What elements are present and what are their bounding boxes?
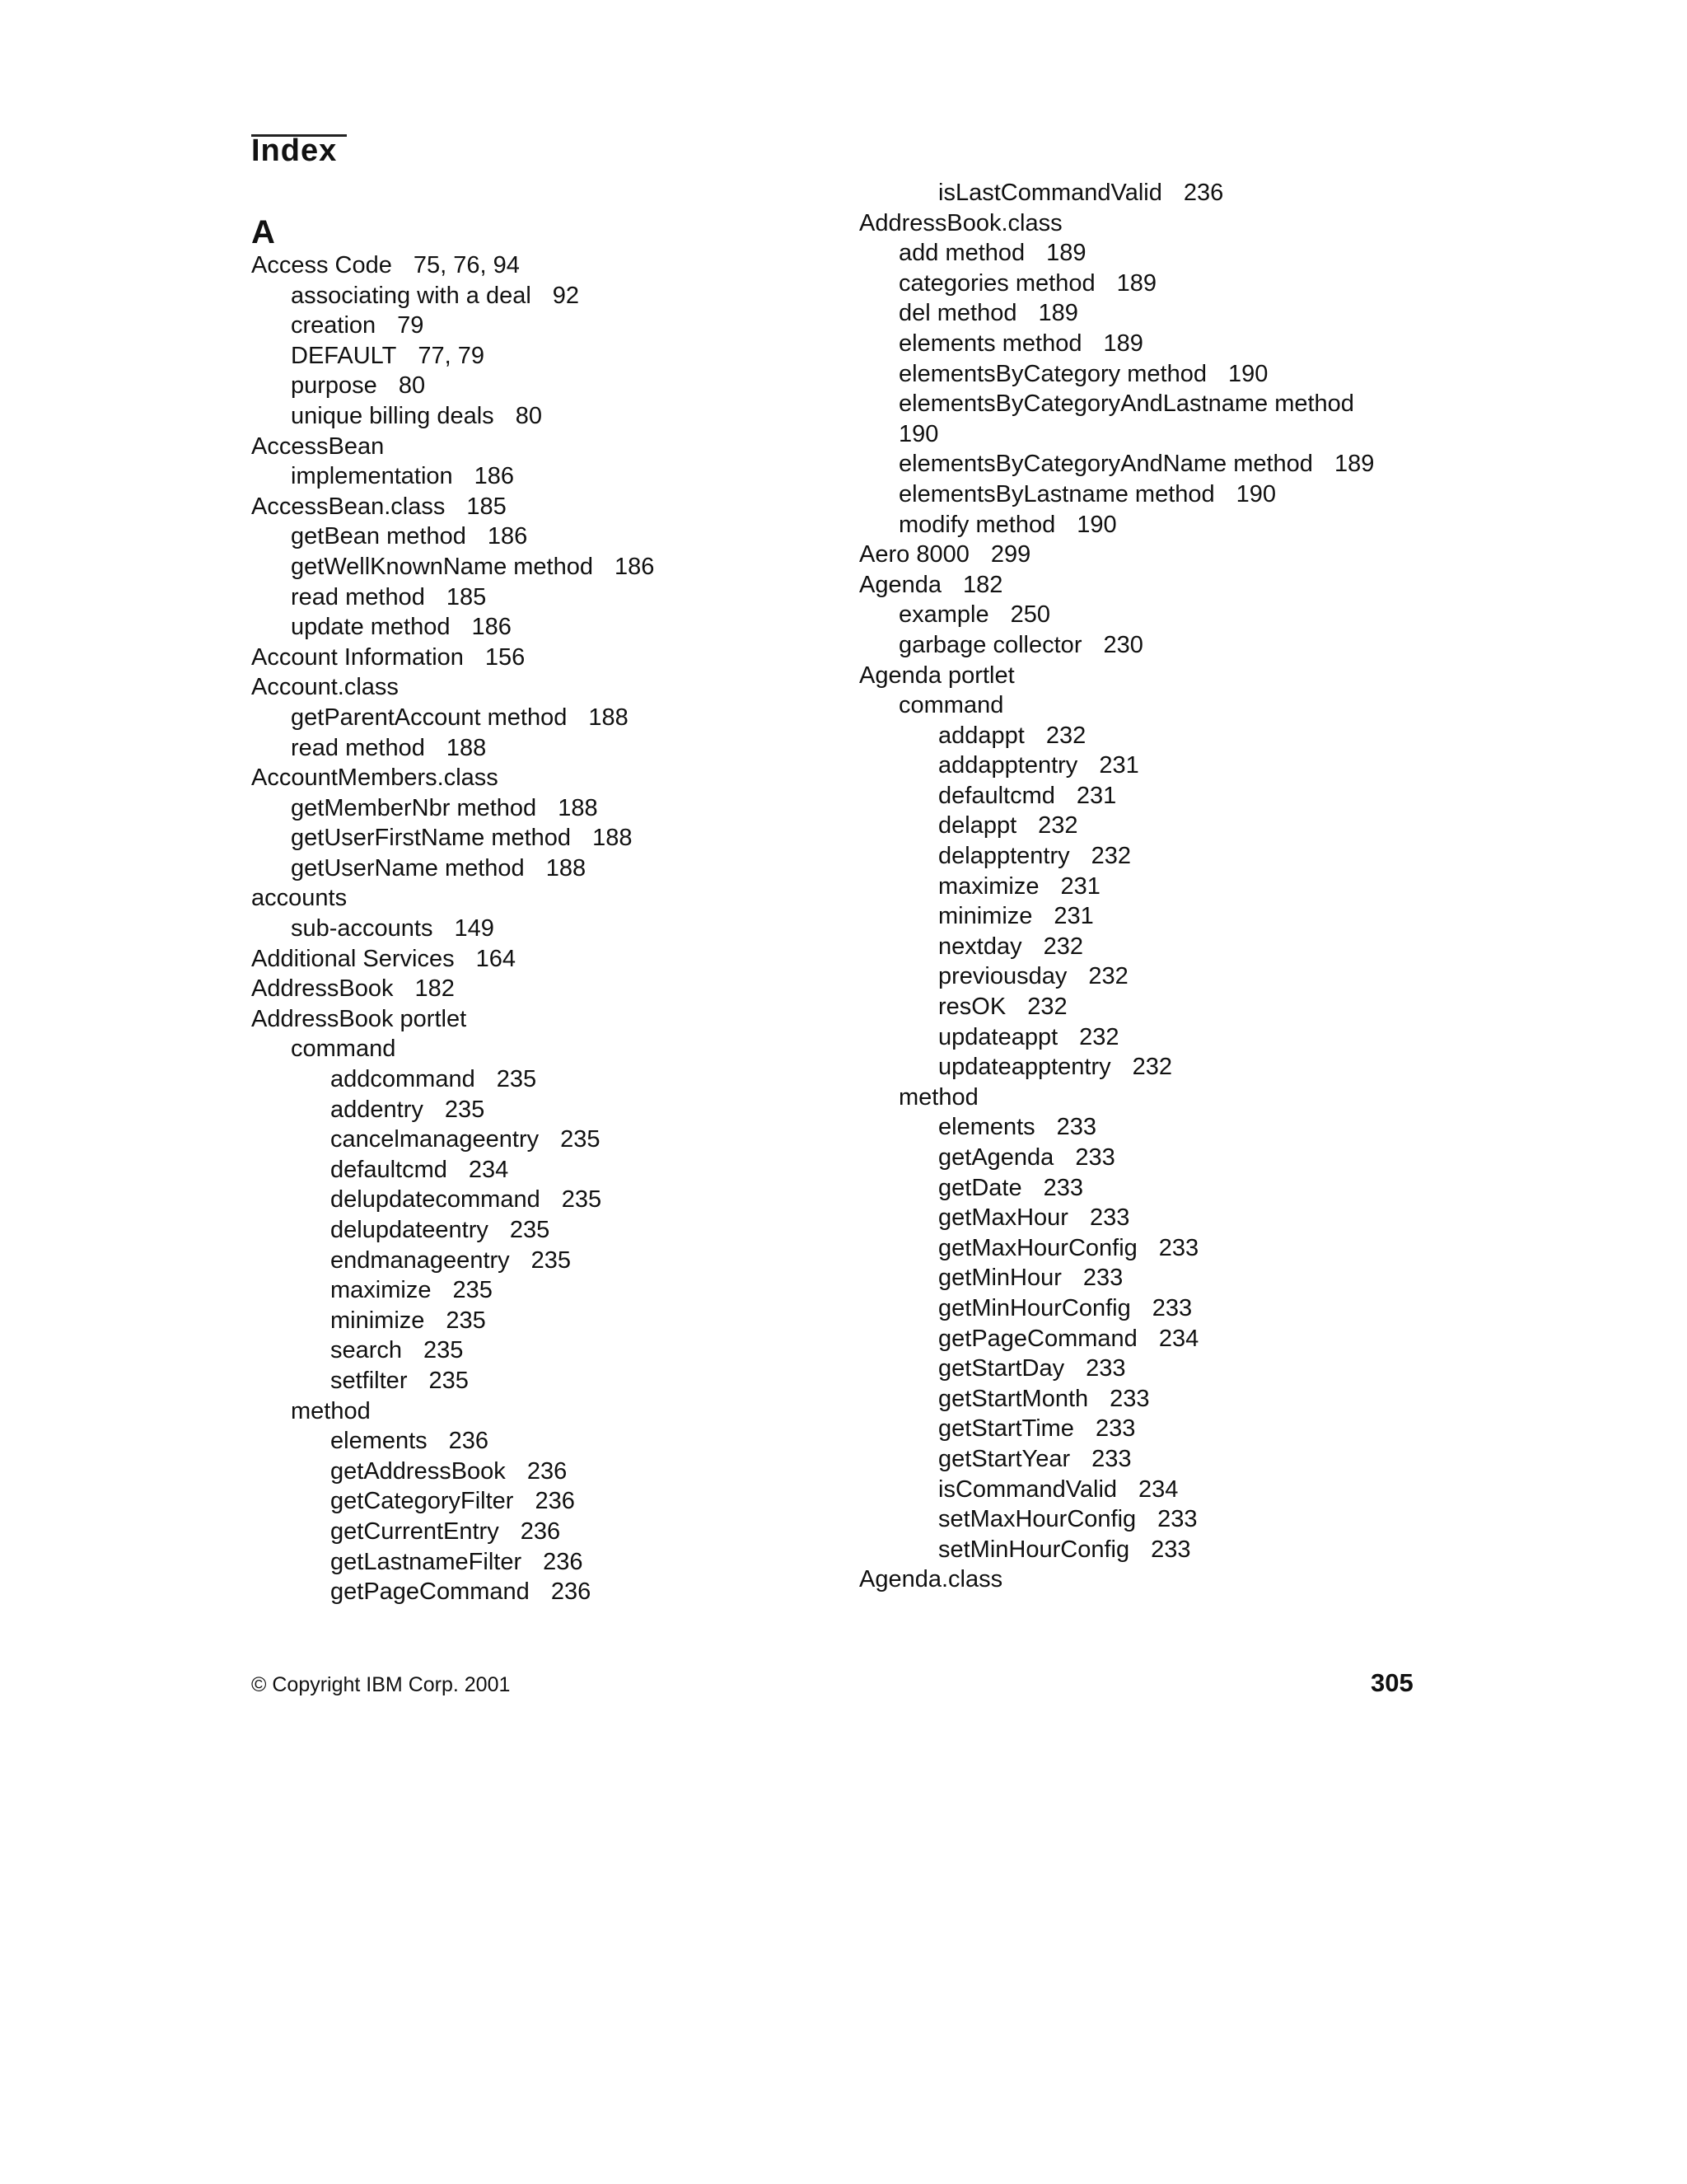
index-entry [251, 1396, 654, 1427]
index-page-ref: 80 [398, 372, 426, 400]
index-term: isCommandValid [938, 1475, 1118, 1503]
index-term: delappt [938, 812, 1017, 839]
index-page-ref: 233 [1110, 1385, 1150, 1412]
index-entry [251, 401, 654, 432]
index-entry [859, 208, 1374, 239]
index-term: modify method [899, 511, 1056, 538]
index-entry [251, 914, 654, 944]
index-entry [251, 1034, 654, 1064]
index-entry [251, 853, 654, 884]
index-page-ref: 236 [526, 1457, 568, 1485]
index-entry [251, 823, 654, 853]
index-entry [251, 1064, 654, 1095]
index-entry [251, 492, 654, 522]
index-term: sub-accounts [291, 915, 433, 942]
index-entry [859, 238, 1374, 269]
index-page-ref: 236 [550, 1578, 591, 1606]
index-term: getAgenda [938, 1144, 1054, 1171]
index-entry [859, 329, 1374, 359]
index-page-ref: 233 [1043, 1174, 1083, 1201]
index-term: search [330, 1337, 403, 1364]
index-page-ref: 188 [545, 854, 586, 882]
index-entry [859, 269, 1374, 299]
index-entry [251, 1095, 654, 1125]
index-term: implementation [291, 463, 453, 490]
index-page-ref: 189 [1103, 330, 1143, 357]
index-term: associating with a deal [291, 282, 531, 309]
index-entry [251, 1426, 654, 1457]
index-page-ref: 235 [560, 1126, 600, 1153]
index-page-ref: 233 [1091, 1445, 1132, 1472]
index-term: example [899, 601, 989, 629]
index-term: addentry [330, 1096, 423, 1123]
index-page-ref: 233 [1075, 1144, 1115, 1171]
index-term: 190 [899, 420, 939, 447]
index-term: del method [899, 300, 1017, 327]
section-letter: A [251, 214, 275, 250]
index-term: cancelmanageentry [330, 1126, 540, 1153]
index-term: elementsByLastname method [899, 480, 1215, 507]
index-term: getPageCommand [330, 1578, 530, 1606]
index-entry [859, 961, 1374, 992]
index-term: method [899, 1083, 979, 1111]
index-page-ref: 231 [1054, 903, 1094, 930]
index-page-ref: 232 [1088, 963, 1129, 990]
index-entry [859, 1173, 1374, 1204]
index-term: getUserName method [291, 854, 525, 882]
index-page-ref: 250 [1010, 601, 1051, 629]
index-term: delupdateentry [330, 1217, 488, 1243]
index-page-ref: 164 [475, 945, 516, 972]
index-page-ref: 233 [1157, 1506, 1198, 1533]
index-page-ref: 231 [1076, 782, 1117, 809]
index-term: addapptentry [938, 752, 1078, 779]
index-page-ref: 233 [1158, 1234, 1199, 1261]
index-entry [251, 1185, 654, 1215]
index-term: getStartDay [938, 1355, 1065, 1382]
index-entry [251, 733, 654, 764]
index-entry [251, 612, 654, 643]
index-term: setfilter [330, 1367, 408, 1394]
index-term: getPageCommand [938, 1325, 1138, 1352]
index-term: read method [291, 583, 425, 610]
index-entry [251, 763, 654, 793]
index-page-ref: 188 [558, 794, 598, 821]
index-term: Aero 8000 [859, 541, 970, 568]
index-term: getMemberNbr method [291, 794, 537, 821]
index-page-ref: 79 [397, 312, 424, 339]
index-page-ref: 190 [1236, 480, 1277, 507]
index-term: accounts [251, 885, 348, 912]
index-entry [251, 250, 654, 281]
index-entry [251, 703, 654, 733]
index-entry [859, 811, 1374, 841]
index-term: maximize [938, 872, 1040, 900]
index-entry [251, 1004, 654, 1035]
index-term: isLastCommandValid [938, 180, 1162, 206]
index-term: Agenda portlet [859, 662, 1015, 689]
index-entry [859, 751, 1374, 781]
index-entry [251, 552, 654, 582]
page-title: Index [251, 133, 338, 168]
index-entry [251, 1335, 654, 1366]
index-entry [859, 359, 1374, 390]
index-term: getStartTime [938, 1415, 1074, 1443]
index-term: elements method [899, 330, 1082, 357]
index-page-ref: 185 [466, 493, 507, 520]
index-page-ref: 186 [474, 463, 515, 490]
index-entry [251, 582, 654, 613]
index-page-ref: 189 [1334, 451, 1375, 478]
index-term: command [899, 692, 1004, 719]
index-entry [859, 1324, 1374, 1354]
index-entry [859, 1022, 1374, 1053]
index-entry [859, 449, 1374, 479]
index-entry [251, 1366, 654, 1396]
index-page-ref: 232 [1132, 1054, 1173, 1081]
index-term: elements [330, 1428, 428, 1455]
index-term: delupdatecommand [330, 1186, 540, 1214]
index-page-ref: 186 [615, 553, 655, 580]
index-page-ref: 233 [1089, 1204, 1130, 1232]
index-term: getMinHour [938, 1265, 1062, 1292]
index-entry [251, 643, 654, 673]
index-term: Account Information [251, 643, 464, 671]
index-entry [859, 1052, 1374, 1083]
index-page-ref: 232 [1043, 933, 1083, 960]
index-page-ref: 233 [1095, 1415, 1136, 1443]
index-page-ref: 236 [448, 1428, 489, 1455]
index-page-ref: 230 [1103, 631, 1143, 658]
index-term: getStartMonth [938, 1385, 1089, 1412]
index-page-ref: 190 [1077, 511, 1117, 538]
index-entry [859, 1535, 1374, 1565]
index-entry [859, 1143, 1374, 1173]
index-page-ref: 235 [444, 1096, 485, 1123]
index-entry [859, 1564, 1374, 1595]
index-term: method [291, 1397, 371, 1424]
index-page-ref: 235 [530, 1246, 572, 1274]
index-page-ref: 189 [1116, 269, 1157, 297]
index-entry [859, 419, 1374, 450]
index-term: getCurrentEntry [330, 1518, 499, 1545]
index-term: defaultcmd [330, 1156, 447, 1183]
index-entry [859, 389, 1374, 419]
index-page-ref: 189 [1038, 300, 1078, 327]
index-entry [859, 1475, 1374, 1505]
index-term: getParentAccount method [291, 704, 568, 731]
index-entry [251, 1155, 654, 1186]
index-page-ref: 233 [1056, 1114, 1097, 1141]
index-term: minimize [938, 903, 1033, 930]
index-entry [251, 341, 654, 372]
index-page-ref: 232 [1079, 1023, 1119, 1050]
index-term: delapptentry [938, 843, 1070, 870]
index-entry [859, 781, 1374, 811]
index-entry [859, 932, 1374, 962]
index-page-ref: 233 [1151, 1536, 1191, 1563]
index-term: categories method [899, 269, 1096, 297]
index-page-ref: 235 [561, 1186, 602, 1214]
index-page-ref: 190 [1227, 360, 1269, 387]
index-term: elementsByCategory method [899, 360, 1207, 387]
index-entry [859, 1384, 1374, 1415]
index-term: read method [291, 734, 425, 761]
index-page-ref: 235 [452, 1277, 493, 1304]
index-page-ref: 233 [1086, 1355, 1126, 1382]
index-term: getUserFirstName method [291, 825, 572, 852]
index-page-ref: 235 [446, 1307, 486, 1334]
index-entry [251, 1246, 654, 1276]
index-term: getAddressBook [330, 1457, 506, 1485]
index-term: elementsByCategoryAndLastname method [899, 391, 1354, 418]
index-page-ref: 80 [515, 402, 542, 429]
index-page-ref: 189 [1046, 240, 1087, 267]
index-term: AccountMembers.class [251, 765, 498, 792]
index-entry [859, 661, 1374, 691]
index-term: addappt [938, 722, 1025, 749]
copyright-notice: © Copyright IBM Corp. 2001 [251, 1673, 511, 1696]
index-column-left [251, 250, 654, 1607]
index-entry [251, 672, 654, 703]
index-term: getBean method [291, 523, 466, 550]
index-term: Additional Services [251, 945, 455, 972]
index-page-ref: 232 [1045, 722, 1087, 749]
index-entry [251, 432, 654, 462]
index-entry [859, 510, 1374, 540]
index-term: updateapptentry [938, 1054, 1111, 1081]
index-term: nextday [938, 933, 1022, 960]
index-entry [859, 901, 1374, 932]
index-entry [859, 1504, 1374, 1535]
index-entry [859, 1293, 1374, 1324]
index-entry [859, 1263, 1374, 1293]
index-page-ref: 233 [1152, 1294, 1193, 1321]
index-entry [859, 1112, 1374, 1143]
index-term: previousday [938, 963, 1068, 990]
index-entry [859, 721, 1374, 751]
index-term: DEFAULT [291, 342, 397, 369]
index-page-ref: 186 [487, 523, 528, 550]
index-page-ref: 188 [592, 825, 633, 852]
index-page-ref: 92 [552, 282, 580, 309]
index-entry [859, 1414, 1374, 1444]
index-entry [251, 371, 654, 401]
index-term: elements [938, 1114, 1035, 1141]
index-entry [859, 841, 1374, 872]
index-term: setMaxHourConfig [938, 1506, 1137, 1533]
index-entry [251, 1486, 654, 1517]
index-entry [859, 540, 1374, 570]
index-page-ref: 236 [543, 1548, 583, 1575]
index-term: getMaxHour [938, 1204, 1068, 1232]
index-page-ref: 231 [1099, 752, 1139, 779]
index-term: getMaxHourConfig [938, 1234, 1138, 1261]
index-page-ref: 236 [535, 1488, 575, 1515]
index-entry [251, 1306, 654, 1336]
index-page-ref: 236 [520, 1518, 561, 1545]
index-term: endmanageentry [330, 1246, 510, 1274]
index-term: Account.class [251, 674, 399, 701]
index-page-ref: 149 [454, 915, 494, 942]
index-term: command [291, 1036, 396, 1063]
index-term: AddressBook [251, 975, 394, 1003]
index-page-ref: 186 [471, 614, 512, 641]
index-page-ref: 182 [414, 975, 455, 1003]
index-entry [251, 974, 654, 1004]
index-entry [251, 944, 654, 975]
index-entry [251, 1547, 654, 1578]
index-entry [251, 1125, 654, 1155]
index-entry [251, 461, 654, 492]
index-term: minimize [330, 1307, 425, 1334]
index-term: AccessBean.class [251, 493, 446, 520]
index-page-ref: 236 [1183, 180, 1224, 206]
index-term: getStartYear [938, 1445, 1071, 1472]
index-term: update method [291, 614, 451, 641]
page-number: 305 [1371, 1668, 1414, 1697]
index-term: maximize [330, 1277, 432, 1304]
index-entry [251, 521, 654, 552]
index-page-ref: 232 [1038, 812, 1078, 839]
index-entry [251, 1517, 654, 1547]
index-entry [859, 178, 1374, 208]
index-entry [859, 1354, 1374, 1384]
index-term: getMinHourConfig [938, 1294, 1131, 1321]
index-term: updateappt [938, 1023, 1058, 1050]
index-entry [859, 570, 1374, 601]
index-term: addcommand [330, 1066, 475, 1093]
index-term: Agenda.class [859, 1566, 1003, 1593]
index-page-ref: 234 [468, 1156, 509, 1183]
index-entry [859, 600, 1374, 630]
index-page-ref: 75, 76, 94 [413, 252, 520, 278]
index-term: AddressBook.class [859, 209, 1063, 236]
index-entry [859, 630, 1374, 661]
index-page-ref: 182 [963, 571, 1003, 598]
index-column-right [859, 178, 1374, 1595]
index-entry [251, 1577, 654, 1607]
index-term: creation [291, 312, 376, 339]
index-entry [251, 1275, 654, 1306]
index-page-ref: 235 [496, 1066, 537, 1093]
index-term: defaultcmd [938, 782, 1055, 809]
index-term: AccessBean [251, 433, 385, 460]
index-page-ref: 235 [509, 1217, 550, 1243]
index-term: getLastnameFilter [330, 1548, 522, 1575]
index-term: getDate [938, 1174, 1022, 1201]
index-page-ref: 234 [1138, 1475, 1179, 1503]
index-page-ref: 233 [1082, 1265, 1124, 1292]
index-page-ref: 234 [1158, 1325, 1199, 1352]
index-page-ref: 299 [990, 541, 1031, 568]
index-page-ref: 235 [428, 1367, 469, 1394]
index-entry [251, 883, 654, 914]
index-page-ref: 235 [423, 1337, 464, 1364]
index-page-ref: 185 [446, 583, 487, 610]
index-entry [251, 311, 654, 341]
index-term: garbage collector [899, 631, 1082, 658]
index-entry [859, 1203, 1374, 1233]
index-page-ref: 156 [484, 643, 526, 671]
index-entry [859, 1083, 1374, 1113]
index-entry [251, 281, 654, 311]
index-page-ref: 188 [588, 704, 629, 731]
index-entry [859, 479, 1374, 510]
index-term: getWellKnownName method [291, 553, 593, 580]
index-term: setMinHourConfig [938, 1536, 1130, 1563]
index-page-ref: 232 [1091, 843, 1132, 870]
index-term: elementsByCategoryAndName method [899, 451, 1313, 478]
index-page-ref: 231 [1060, 872, 1101, 900]
index-page-ref: 232 [1027, 994, 1068, 1021]
index-entry [251, 1457, 654, 1487]
index-entry [859, 992, 1374, 1022]
index-term: resOK [938, 994, 1007, 1021]
index-term: Agenda [859, 571, 942, 598]
index-term: add method [899, 240, 1026, 267]
index-page-ref: 77, 79 [418, 342, 485, 369]
index-entry [859, 298, 1374, 329]
index-term: getCategoryFilter [330, 1488, 514, 1515]
index-term: purpose [291, 372, 377, 400]
index-entry [859, 1233, 1374, 1264]
index-entry [859, 1444, 1374, 1475]
index-entry [859, 872, 1374, 902]
index-page-ref: 188 [446, 734, 487, 761]
index-entry [251, 793, 654, 824]
index-entry [859, 690, 1374, 721]
index-entry [251, 1215, 654, 1246]
index-term: Access Code [251, 252, 392, 278]
index-term: AddressBook portlet [251, 1005, 467, 1032]
index-term: unique billing deals [291, 402, 494, 429]
